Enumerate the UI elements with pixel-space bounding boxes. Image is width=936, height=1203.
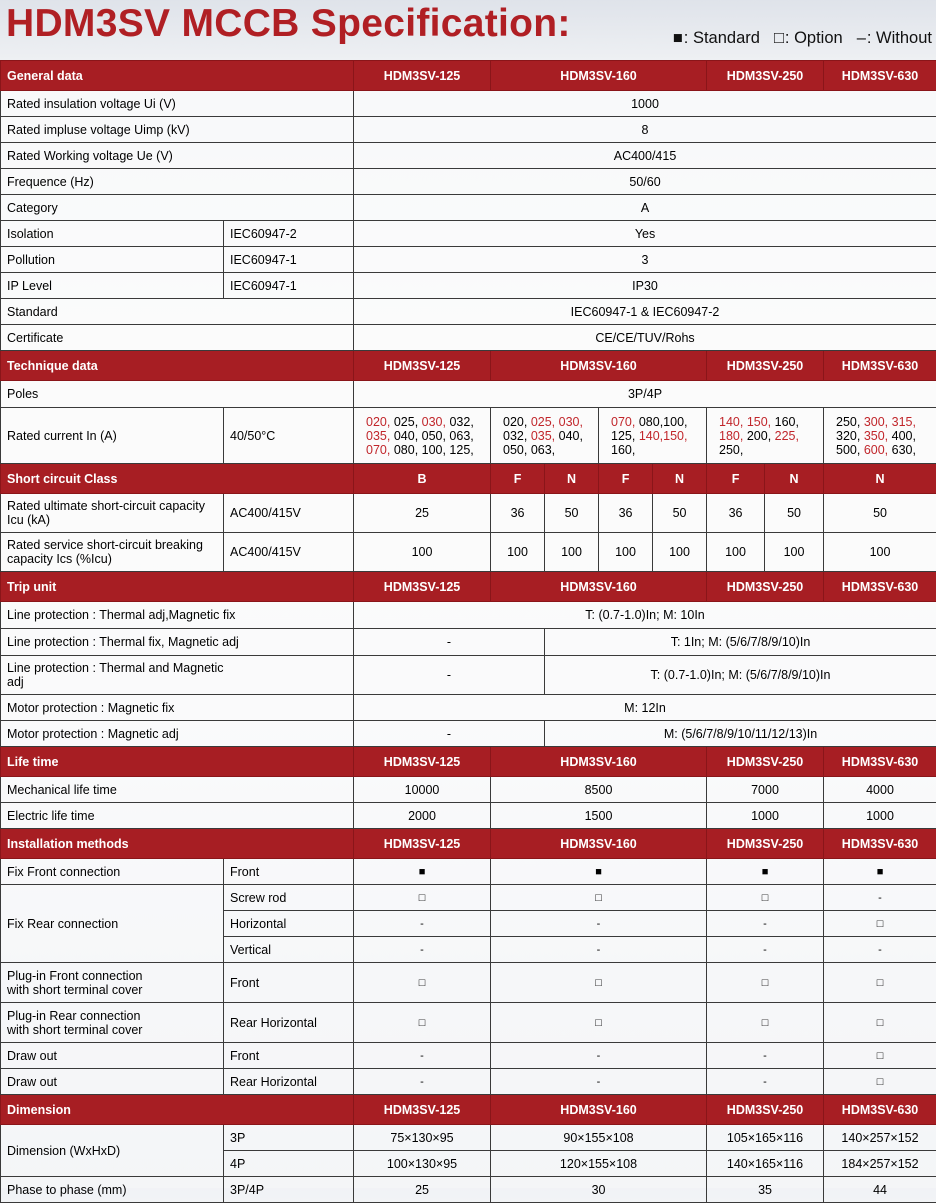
- row-label: Fix Front connection: [1, 859, 224, 885]
- table-row: [1, 221, 936, 247]
- current-value: 500,: [836, 443, 864, 457]
- current-line: [611, 415, 700, 429]
- table-row: [1, 1177, 936, 1203]
- row-sub: 3P/4P: [224, 1177, 354, 1203]
- row-value: 50/60: [354, 169, 936, 195]
- table-row: [1, 695, 936, 721]
- spec-table: [0, 60, 936, 1203]
- ics-value: 100: [653, 533, 707, 572]
- current-line: [503, 429, 592, 443]
- class-cell: N: [765, 464, 824, 494]
- section-header-life: [1, 747, 936, 777]
- install-mark: □: [354, 1003, 491, 1043]
- install-mark: □: [824, 963, 936, 1003]
- table-row: [1, 859, 936, 885]
- page-title: HDM3SV MCCB Specification:: [6, 0, 571, 48]
- row-label: Plug-in Rear connection with short terminal cover: [1, 1003, 224, 1043]
- life-value: 10000: [354, 777, 491, 803]
- row-label: Rated service short-circuit breaking capacity Ics (%Icu): [1, 533, 224, 572]
- dimension-value: 105×165×116: [707, 1125, 824, 1151]
- table-row: [1, 195, 936, 221]
- row-value: T: (0.7-1.0)In; M: (5/6/7/8/9/10)In: [545, 656, 936, 695]
- install-mark: □: [824, 1003, 936, 1043]
- icu-value: 50: [765, 494, 824, 533]
- class-cell: N: [824, 464, 936, 494]
- model-header: HDM3SV-630: [824, 829, 936, 859]
- row-label: Category: [1, 195, 354, 221]
- current-line: [836, 415, 930, 429]
- current-value-highlight: 070,: [611, 415, 635, 429]
- class-cell: B: [354, 464, 491, 494]
- current-line: [503, 443, 592, 457]
- rated-current-list: [707, 408, 824, 464]
- icu-value: 50: [545, 494, 599, 533]
- current-value: 250,: [719, 443, 743, 457]
- row-label: Rated Working voltage Ue (V): [1, 143, 354, 169]
- standard-square-icon: ■: [673, 29, 683, 47]
- option-square-icon: □: [774, 29, 784, 47]
- current-value: 050, 063,: [503, 443, 555, 457]
- install-mark: ■: [491, 859, 707, 885]
- legend-without: : Without: [867, 29, 932, 47]
- without-dash-icon: –: [857, 29, 866, 47]
- dimension-value: 90×155×108: [491, 1125, 707, 1151]
- install-mark: □: [824, 911, 936, 937]
- ics-value: 100: [491, 533, 545, 572]
- phase-value: 25: [354, 1177, 491, 1203]
- current-value: 250,: [836, 415, 864, 429]
- model-header: HDM3SV-125: [354, 1095, 491, 1125]
- row-value: M: 12In: [354, 695, 936, 721]
- current-value: 080, 100, 125,: [390, 443, 473, 457]
- row-sub: Screw rod: [224, 885, 354, 911]
- row-value: Yes: [354, 221, 936, 247]
- model-header: HDM3SV-160: [491, 572, 707, 602]
- current-value: 200,: [743, 429, 774, 443]
- current-value-highlight: 350,: [864, 429, 888, 443]
- current-value-highlight: 180,: [719, 429, 743, 443]
- install-mark: -: [354, 937, 491, 963]
- current-value-highlight: 600,: [864, 443, 888, 457]
- row-label: Rated ultimate short-circuit capacity Icu (kA): [1, 494, 224, 533]
- class-cell: F: [707, 464, 765, 494]
- life-value: 1000: [707, 803, 824, 829]
- model-header: HDM3SV-125: [354, 747, 491, 777]
- install-mark: □: [824, 1043, 936, 1069]
- row-value: IEC60947-1 & IEC60947-2: [354, 299, 936, 325]
- row-label: Rated current In (A): [1, 408, 224, 464]
- row-label: Motor protection : Magnetic adj: [1, 721, 354, 747]
- life-value: 8500: [491, 777, 707, 803]
- row-value: T: 1In; M: (5/6/7/8/9/10)In: [545, 629, 936, 656]
- table-row: [1, 629, 936, 656]
- table-row: [1, 777, 936, 803]
- life-value: 1000: [824, 803, 936, 829]
- install-mark: -: [707, 1043, 824, 1069]
- row-label: Fix Rear connection: [1, 885, 224, 963]
- table-row: [1, 247, 936, 273]
- section-header-dimension: [1, 1095, 936, 1125]
- row-value: 3: [354, 247, 936, 273]
- model-header: HDM3SV-630: [824, 61, 936, 91]
- model-header: HDM3SV-160: [491, 1095, 707, 1125]
- row-temperature: 40/50°C: [224, 408, 354, 464]
- install-mark: □: [491, 1003, 707, 1043]
- row-label: Line protection : Thermal and Magnetic adj: [1, 656, 354, 695]
- table-row: [1, 408, 936, 464]
- current-value-highlight: 225,: [775, 429, 799, 443]
- legend-standard: : Standard: [684, 29, 760, 47]
- class-cell: N: [545, 464, 599, 494]
- current-value: 630,: [888, 443, 916, 457]
- ics-value: 100: [707, 533, 765, 572]
- row-sub: Rear Horizontal: [224, 1003, 354, 1043]
- install-mark: -: [824, 937, 936, 963]
- row-value-empty: -: [354, 656, 545, 695]
- row-voltage: AC400/415V: [224, 533, 354, 572]
- model-header: HDM3SV-630: [824, 1095, 936, 1125]
- install-mark: ■: [707, 859, 824, 885]
- dimension-value: 184×257×152: [824, 1151, 936, 1177]
- row-sub: Vertical: [224, 937, 354, 963]
- current-value-highlight: 025, 030,: [531, 415, 583, 429]
- rated-current-list: [599, 408, 707, 464]
- legend-option: : Option: [785, 29, 843, 47]
- row-label: Draw out: [1, 1069, 224, 1095]
- rated-current-list: [824, 408, 936, 464]
- row-standard: IEC60947-2: [224, 221, 354, 247]
- install-mark: -: [491, 1043, 707, 1069]
- current-value-highlight: 140,150,: [639, 429, 688, 443]
- table-row: [1, 656, 936, 695]
- install-mark: ■: [824, 859, 936, 885]
- table-row: [1, 1125, 936, 1151]
- section-header-install: [1, 829, 936, 859]
- row-label: Phase to phase (mm): [1, 1177, 224, 1203]
- model-header: HDM3SV-630: [824, 351, 936, 381]
- current-line: [366, 415, 484, 429]
- rated-current-list: [354, 408, 491, 464]
- phase-value: 35: [707, 1177, 824, 1203]
- section-header-short-circuit: [1, 464, 936, 494]
- table-row: [1, 1069, 936, 1095]
- table-row: [1, 721, 936, 747]
- icu-value: 50: [653, 494, 707, 533]
- icu-value: 25: [354, 494, 491, 533]
- current-value-highlight: 300, 315,: [864, 415, 916, 429]
- table-row: [1, 299, 936, 325]
- current-line: [719, 443, 817, 457]
- table-row: [1, 117, 936, 143]
- table-row: [1, 91, 936, 117]
- install-mark: -: [491, 1069, 707, 1095]
- current-line: [719, 429, 817, 443]
- section-header-trip: [1, 572, 936, 602]
- table-row: [1, 533, 936, 572]
- icu-value: 36: [599, 494, 653, 533]
- row-label: Certificate: [1, 325, 354, 351]
- ics-value: 100: [824, 533, 936, 572]
- install-mark: -: [824, 885, 936, 911]
- class-cell: F: [599, 464, 653, 494]
- current-value-highlight: 035,: [366, 429, 390, 443]
- current-line: [611, 429, 700, 443]
- install-mark: □: [824, 1069, 936, 1095]
- install-mark: -: [707, 911, 824, 937]
- model-header: HDM3SV-250: [707, 351, 824, 381]
- row-label: Poles: [1, 381, 354, 408]
- current-line: [836, 443, 930, 457]
- row-label: Mechanical life time: [1, 777, 354, 803]
- phase-value: 44: [824, 1177, 936, 1203]
- current-value: 025,: [390, 415, 421, 429]
- row-label: Motor protection : Magnetic fix: [1, 695, 354, 721]
- model-header: HDM3SV-160: [491, 747, 707, 777]
- install-mark: -: [354, 911, 491, 937]
- install-mark: -: [354, 1069, 491, 1095]
- table-row: [1, 602, 936, 629]
- install-mark: □: [707, 963, 824, 1003]
- current-value: 160,: [611, 443, 635, 457]
- dimension-value: 100×130×95: [354, 1151, 491, 1177]
- rated-current-list: [491, 408, 599, 464]
- current-value: 320,: [836, 429, 864, 443]
- section-title: Technique data: [1, 351, 354, 381]
- current-line: [366, 429, 484, 443]
- model-header: HDM3SV-630: [824, 747, 936, 777]
- current-line: [611, 443, 700, 457]
- class-cell: N: [653, 464, 707, 494]
- row-value: T: (0.7-1.0)In; M: 10In: [354, 602, 936, 629]
- ics-value: 100: [354, 533, 491, 572]
- row-standard: IEC60947-1: [224, 273, 354, 299]
- row-label: Frequence (Hz): [1, 169, 354, 195]
- section-title: Installation methods: [1, 829, 354, 859]
- row-label: Line protection : Thermal fix, Magnetic adj: [1, 629, 354, 656]
- row-sub: 3P: [224, 1125, 354, 1151]
- row-value: 3P/4P: [354, 381, 936, 408]
- table-row: [1, 803, 936, 829]
- model-header: HDM3SV-160: [491, 61, 707, 91]
- section-title: General data: [1, 61, 354, 91]
- install-mark: □: [707, 1003, 824, 1043]
- table-row: [1, 325, 936, 351]
- current-line: [836, 429, 930, 443]
- row-value: 8: [354, 117, 936, 143]
- class-cell: F: [491, 464, 545, 494]
- row-standard: IEC60947-1: [224, 247, 354, 273]
- current-value: 400,: [888, 429, 916, 443]
- life-value: 4000: [824, 777, 936, 803]
- row-value: AC400/415: [354, 143, 936, 169]
- install-mark: -: [491, 911, 707, 937]
- section-title: Life time: [1, 747, 354, 777]
- section-header-technique: [1, 351, 936, 381]
- model-header: HDM3SV-250: [707, 747, 824, 777]
- row-value-empty: -: [354, 629, 545, 656]
- table-row: [1, 381, 936, 408]
- row-label: Draw out: [1, 1043, 224, 1069]
- row-sub: 4P: [224, 1151, 354, 1177]
- table-row: [1, 169, 936, 195]
- model-header: HDM3SV-250: [707, 1095, 824, 1125]
- install-mark: □: [354, 963, 491, 1003]
- icu-value: 36: [707, 494, 765, 533]
- model-header: HDM3SV-125: [354, 61, 491, 91]
- row-sub: Front: [224, 1043, 354, 1069]
- dimension-value: 140×257×152: [824, 1125, 936, 1151]
- current-value: 040,: [555, 429, 583, 443]
- row-label: Standard: [1, 299, 354, 325]
- row-label: IP Level: [1, 273, 224, 299]
- current-value: 032,: [503, 429, 531, 443]
- row-label: Rated insulation voltage Ui (V): [1, 91, 354, 117]
- current-value: 020,: [503, 415, 531, 429]
- row-sub: Rear Horizontal: [224, 1069, 354, 1095]
- install-mark: -: [354, 1043, 491, 1069]
- life-value: 7000: [707, 777, 824, 803]
- current-value: 160,: [771, 415, 799, 429]
- icu-value: 36: [491, 494, 545, 533]
- ics-value: 100: [545, 533, 599, 572]
- table-row: [1, 494, 936, 533]
- legend: [673, 27, 932, 49]
- model-header: HDM3SV-125: [354, 829, 491, 859]
- ics-value: 100: [765, 533, 824, 572]
- model-header: HDM3SV-160: [491, 351, 707, 381]
- row-value: 1000: [354, 91, 936, 117]
- row-value: CE/CE/TUV/Rohs: [354, 325, 936, 351]
- row-value: IP30: [354, 273, 936, 299]
- life-value: 2000: [354, 803, 491, 829]
- section-title: Dimension: [1, 1095, 354, 1125]
- current-line: [366, 443, 484, 457]
- install-mark: □: [707, 885, 824, 911]
- phase-value: 30: [491, 1177, 707, 1203]
- row-label: Isolation: [1, 221, 224, 247]
- current-value: 040, 050, 063,: [390, 429, 473, 443]
- model-header: HDM3SV-125: [354, 572, 491, 602]
- current-line: [719, 415, 817, 429]
- row-sub: Horizontal: [224, 911, 354, 937]
- row-label: Rated impluse voltage Uimp (kV): [1, 117, 354, 143]
- install-mark: ■: [354, 859, 491, 885]
- model-header: HDM3SV-630: [824, 572, 936, 602]
- current-value-highlight: 035,: [531, 429, 555, 443]
- icu-value: 50: [824, 494, 936, 533]
- life-value: 1500: [491, 803, 707, 829]
- current-value: 125,: [611, 429, 639, 443]
- install-mark: □: [354, 885, 491, 911]
- section-title: Short circuit Class: [1, 464, 354, 494]
- model-header: HDM3SV-250: [707, 61, 824, 91]
- table-row: [1, 273, 936, 299]
- row-label: Pollution: [1, 247, 224, 273]
- table-row: [1, 1003, 936, 1043]
- current-value-highlight: 140, 150,: [719, 415, 771, 429]
- row-value: A: [354, 195, 936, 221]
- current-value: 080,100,: [635, 415, 687, 429]
- current-value-highlight: 020,: [366, 415, 390, 429]
- install-mark: -: [707, 1069, 824, 1095]
- table-row: [1, 143, 936, 169]
- install-mark: □: [491, 885, 707, 911]
- table-row: [1, 963, 936, 1003]
- model-header: HDM3SV-250: [707, 829, 824, 859]
- table-row: [1, 885, 936, 911]
- current-value-highlight: 030,: [422, 415, 446, 429]
- model-header: HDM3SV-125: [354, 351, 491, 381]
- install-mark: -: [707, 937, 824, 963]
- row-sub: Front: [224, 963, 354, 1003]
- row-value: M: (5/6/7/8/9/10/11/12/13)In: [545, 721, 936, 747]
- section-header-general: [1, 61, 936, 91]
- section-title: Trip unit: [1, 572, 354, 602]
- row-label: Dimension (WxHxD): [1, 1125, 224, 1177]
- row-label: Line protection : Thermal adj,Magnetic fix: [1, 602, 354, 629]
- current-value-highlight: 070,: [366, 443, 390, 457]
- current-line: [503, 415, 592, 429]
- row-value-empty: -: [354, 721, 545, 747]
- install-mark: -: [491, 937, 707, 963]
- row-voltage: AC400/415V: [224, 494, 354, 533]
- ics-value: 100: [599, 533, 653, 572]
- table-row: [1, 1043, 936, 1069]
- model-header: HDM3SV-250: [707, 572, 824, 602]
- row-label: Electric life time: [1, 803, 354, 829]
- row-label: Plug-in Front connection with short terminal cover: [1, 963, 224, 1003]
- dimension-value: 140×165×116: [707, 1151, 824, 1177]
- dimension-value: 120×155×108: [491, 1151, 707, 1177]
- model-header: HDM3SV-160: [491, 829, 707, 859]
- current-value: 032,: [446, 415, 474, 429]
- install-mark: □: [491, 963, 707, 1003]
- dimension-value: 75×130×95: [354, 1125, 491, 1151]
- row-sub: Front: [224, 859, 354, 885]
